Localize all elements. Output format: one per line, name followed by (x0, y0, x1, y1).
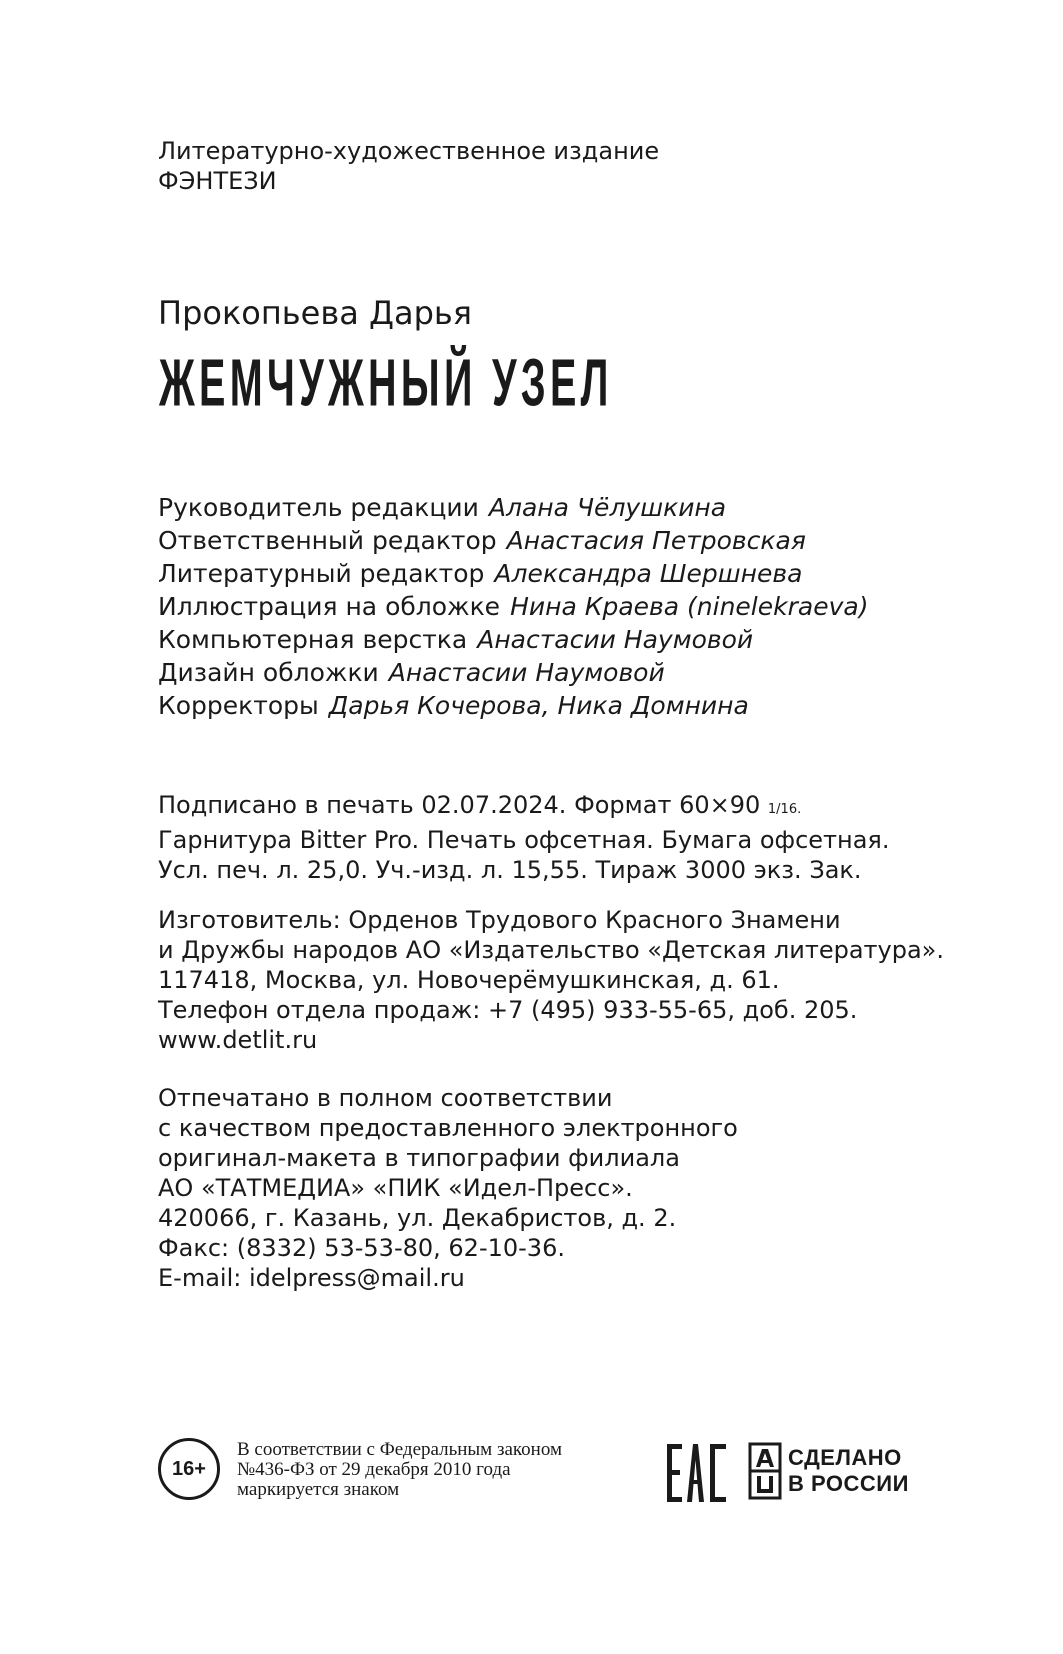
printer-line: с качеством предоставленного электронного (158, 1114, 738, 1142)
website-link[interactable]: www.detlit.ru (158, 1026, 318, 1054)
manufacturer-line: Телефон отдела продаж: +7 (495) 933-55-65, доб. 205. (158, 996, 858, 1024)
credit-person: Александра Шершнева (494, 559, 803, 588)
credit-row (158, 623, 868, 656)
manufacturer-line: 117418, Москва, ул. Новочерёмушкинская, д. 61. (158, 966, 780, 994)
credit-role: Ответственный редактор (158, 526, 497, 555)
credits-list (158, 491, 868, 722)
format-fraction: 1/16. (767, 802, 802, 817)
email-link[interactable]: E-mail: idelpress@mail.ru (158, 1264, 465, 1292)
credit-person: Алана Чёлушкина (488, 493, 727, 522)
law-notice (237, 1440, 562, 1500)
imprint-line: Усл. печ. л. 25,0. Уч.-изд. л. 15,55. Тираж 3000 экз. Зак. (158, 856, 862, 884)
law-line: №436-ФЗ от 29 декабря 2010 года (237, 1459, 511, 1480)
credit-row (158, 656, 868, 689)
credit-row (158, 491, 868, 524)
credit-role: Корректоры (158, 691, 319, 720)
imprint-print-date: Подписано в печать 02.07.2024. Формат 60×90 (158, 791, 761, 819)
credit-role: Компьютерная верстка (158, 625, 468, 654)
printer-line: оригинал-макета в типографии филиала (158, 1144, 680, 1172)
credit-person: Нина Краева (ninelekraeva) (510, 592, 869, 621)
credit-role: Руководитель редакции (158, 493, 479, 522)
series-line: ФЭНТЕЗИ (158, 167, 277, 195)
credit-row (158, 590, 868, 623)
credit-person: Анастасия Петровская (506, 526, 806, 555)
imprint-block (158, 790, 889, 885)
book-title: ЖЕМЧУЖНЫЙ УЗЕЛ (159, 344, 613, 420)
manufacturer-block (158, 905, 944, 1055)
made-in-russia-line: СДЕЛАНО (788, 1445, 902, 1470)
made-in-russia-line: В РОССИИ (788, 1471, 909, 1496)
eac-mark-icon (667, 1442, 729, 1504)
made-in-russia-emblem-icon (748, 1442, 782, 1500)
credit-role: Литературный редактор (158, 559, 485, 588)
credit-row (158, 524, 868, 557)
printer-line: Отпечатано в полном соответствии (158, 1084, 613, 1112)
printer-block (158, 1083, 738, 1293)
printer-line: 420066, г. Казань, ул. Декабристов, д. 2. (158, 1204, 677, 1232)
printer-line: Факс: (8332) 53-53-80, 62-10-36. (158, 1234, 565, 1262)
made-in-russia-mark (748, 1442, 909, 1500)
law-line: маркируется знаком (237, 1479, 400, 1500)
manufacturer-line: Изготовитель: Орденов Трудового Красного Знамени (158, 906, 841, 934)
genre-line: Литературно-художественное издание (158, 137, 660, 165)
printer-line: АО «ТАТМЕДИА» «ПИК «Идел-Пресс». (158, 1174, 633, 1202)
credit-row (158, 557, 868, 590)
credit-person: Анастасии Наумовой (477, 625, 754, 654)
credit-role: Дизайн обложки (158, 658, 379, 687)
manufacturer-line: и Дружбы народов АО «Издательство «Детская литература». (158, 936, 944, 964)
edition-header (158, 136, 659, 196)
credit-role: Иллюстрация на обложке (158, 592, 501, 621)
made-in-russia-text (788, 1445, 909, 1497)
author-name: Прокопьева Дарья (158, 294, 472, 332)
imprint-line: Гарнитура Bitter Pro. Печать офсетная. Бумага офсетная. (158, 826, 890, 854)
imprint-line (158, 790, 889, 825)
credit-row (158, 689, 868, 722)
credit-person: Дарья Кочерова, Ника Домнина (328, 691, 749, 720)
age-rating-badge: 16+ (158, 1438, 220, 1500)
law-line: В соответствии с Федеральным законом (237, 1439, 562, 1460)
credit-person: Анастасии Наумовой (388, 658, 665, 687)
